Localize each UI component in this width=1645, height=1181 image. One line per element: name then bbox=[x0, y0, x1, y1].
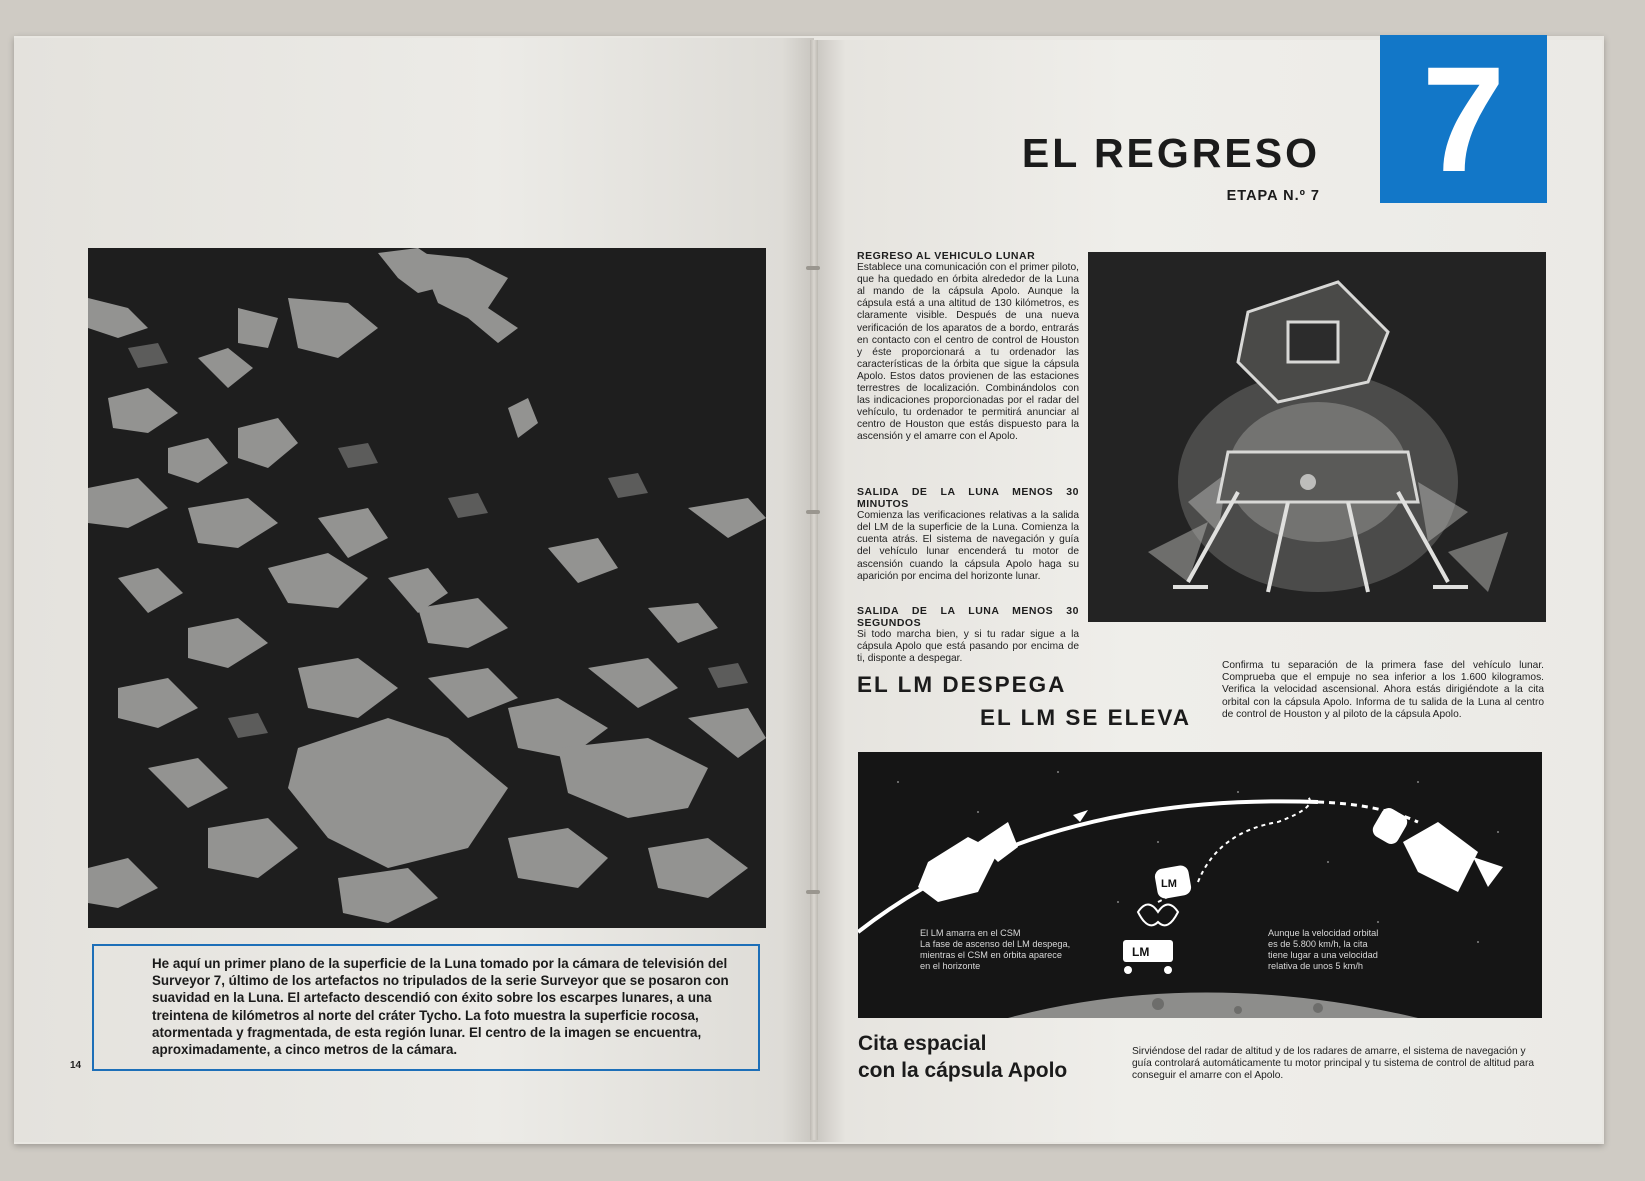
rendezvous-diagram bbox=[858, 752, 1542, 1018]
chapter-number-badge bbox=[1380, 35, 1547, 203]
photo-caption-box bbox=[92, 944, 760, 1071]
lunar-module-illustration bbox=[1088, 252, 1546, 622]
section-salida-segundos bbox=[857, 605, 1079, 665]
diagram-note-right: Aunque la velocidad orbital es de 5.800 km/h, la cita tiene lugar a una velocidad relativa de unos 5 km/h bbox=[1268, 928, 1379, 971]
spine bbox=[810, 40, 818, 1140]
moon-surface-photo bbox=[88, 248, 766, 928]
page-title: EL REGRESO bbox=[1021, 130, 1320, 176]
cita-paragraph: Sirviéndose del radar de altitud y de los radares de amarre, el sistema de navegación y guía controlará automáticamente tu motor principal y tu sistema de control de altitud para conseguir el amarre con el Apolo. bbox=[1132, 1046, 1535, 1081]
staple bbox=[806, 266, 820, 270]
lm-label: LM bbox=[1132, 945, 1150, 959]
section-body: Establece una comunicación con el primer piloto, que ha quedado en órbita alrededor de la Luna al mando de la cápsula Apolo. Aunque la cápsula está a una altitud de 130 kilómetros, es claramente visible. Después de una nueva verificación de los aparatos de a bordo, entrarás en contacto con el centro de control de Houston y éste proporcionará a tu ordenador las características de la órbita que sigue la cápsula Apolo. Estos datos provienen de las estaciones terrestres de localización. Combinándolos con las indicaciones proporcionadas por el radar del vehículo, tu ordenador te permitirá anunciar al centro de Houston que estás dispuesto para la ascensión y el amarre con el Apolo. bbox=[857, 262, 1079, 443]
section-regreso bbox=[857, 250, 1079, 444]
diagram-note-left: El LM amarra en el CSM La fase de ascenso del LM despega, mientras el CSM en órbita aparece en el horizonte bbox=[920, 928, 1071, 971]
page-number: 14 bbox=[70, 1060, 82, 1071]
page-subtitle: ETAPA N.º 7 bbox=[1226, 188, 1320, 204]
section-heading: SALIDA DE LA LUNA MENOS 30 SEGUNDOS bbox=[857, 605, 1079, 630]
lm-label: LM bbox=[1161, 878, 1177, 890]
staple bbox=[806, 510, 820, 514]
heading-cita-espacial: Cita espacial con la cápsula Apolo bbox=[858, 1032, 1068, 1082]
section-body: Comienza las verificaciones relativas a la salida del LM de la superficie de la Luna. Comienza la cuenta atrás. El sistema de navegación y guía del vehículo lunar encenderá tu motor de ascensión cuando la cápsula Apolo haga su aparición por encima del horizonte lunar. bbox=[857, 510, 1079, 582]
confirm-paragraph: Confirma tu separación de la primera fase del vehículo lunar. Comprueba que el empuje no sea inferior a los 1.600 kilogramos. Verifica la velocidad ascensional. Ahora estás dirigiéndote a la cita orbital con la cápsula Apolo. Informa de tu salida de la Luna al centro de control de Houston y al piloto de la cápsula Apolo. bbox=[1222, 660, 1544, 720]
heading-lm-despega: EL LM DESPEGA bbox=[857, 672, 1067, 697]
staple bbox=[806, 890, 820, 894]
section-heading: REGRESO AL VEHICULO LUNAR bbox=[857, 250, 1036, 262]
heading-lm-se-eleva: EL LM SE ELEVA bbox=[980, 705, 1191, 730]
section-body: Si todo marcha bien, y si tu radar sigue a la cápsula Apolo que está pasando por encima de ti, disponte a despegar. bbox=[857, 629, 1079, 665]
section-heading: SALIDA DE LA LUNA MENOS 30 MINUTOS bbox=[857, 486, 1079, 511]
chapter-number: 7 bbox=[1421, 35, 1506, 203]
photo-caption-text: He aquí un primer plano de la superficie de la Luna tomado por la cámara de televisión del Surveyor 7, último de los artefactos no tripulados de la serie Surveyor que se posaron con suavidad en la Luna. El artefacto descendió con éxito sobre los escarpes lunares, a una treintena de kilómetros al norte del cráter Tycho. La foto muestra la superficie rocosa, atormentada y fragmentada, de esta región lunar. El centro de la imagen se encuentra, aproximadamente, a cinco metros de la cámara. bbox=[152, 956, 729, 1058]
section-salida-minutos bbox=[857, 486, 1079, 583]
